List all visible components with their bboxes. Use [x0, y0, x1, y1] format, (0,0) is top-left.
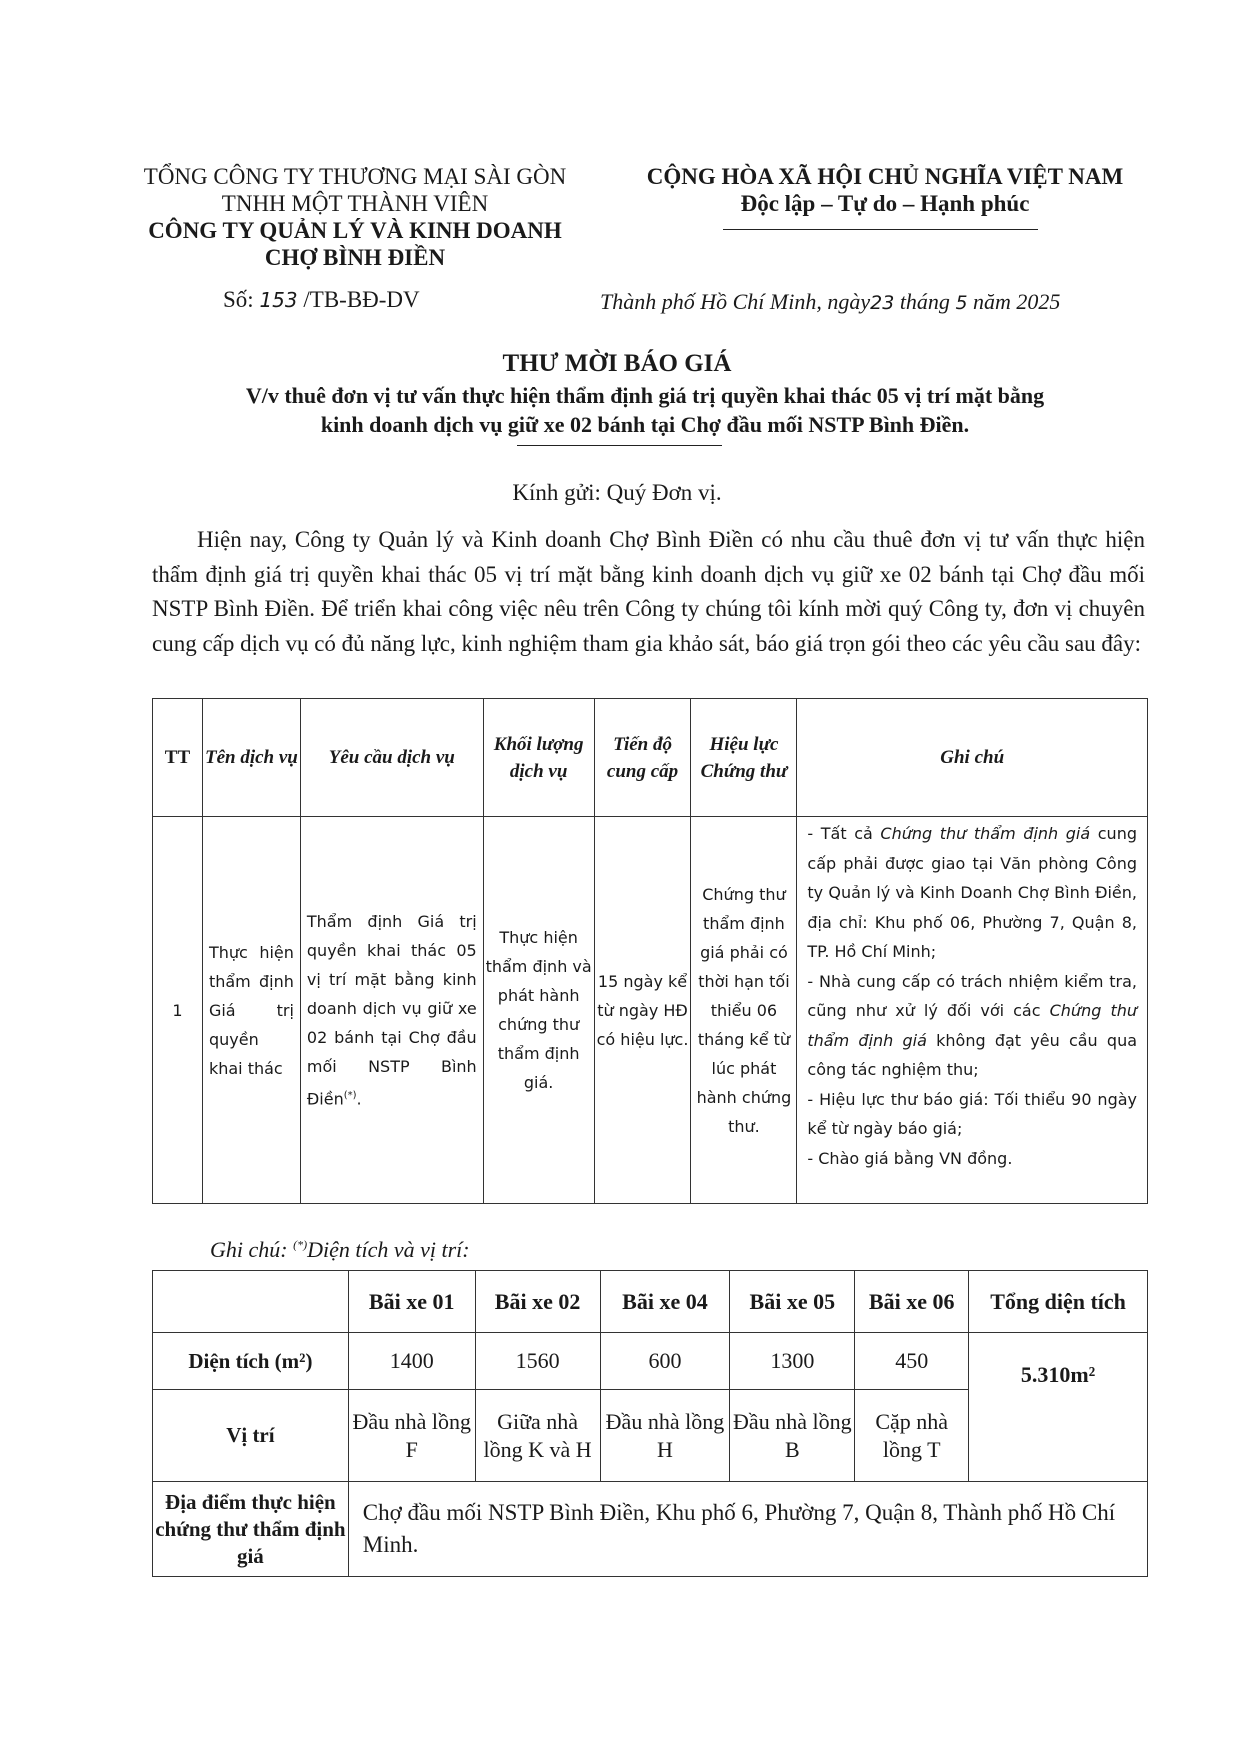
date-mid: tháng	[894, 289, 956, 314]
area-value: 600	[600, 1333, 730, 1390]
note-item	[807, 967, 1137, 1085]
col-header-schedule: Tiến độ cung cấp	[594, 699, 691, 817]
area-value: 1300	[730, 1333, 855, 1390]
area-value: 1560	[475, 1333, 600, 1390]
subject-line-1: V/v thuê đơn vị tư vấn thực hiện thẩm định giá trị quyền khai thác 05 vị trí mặt bằng	[245, 383, 1045, 408]
empty-corner-cell	[153, 1271, 349, 1333]
total-area-header: Tổng diện tích	[969, 1271, 1148, 1333]
area-table	[152, 1270, 1148, 1577]
lot-header: Bãi xe 01	[348, 1271, 475, 1333]
position-value: Đầu nhà lồng H	[600, 1390, 730, 1482]
national-header	[615, 163, 1155, 217]
table-row	[153, 817, 1148, 1204]
col-header-service-name: Tên dịch vụ	[202, 699, 300, 817]
motto: Độc lập – Tự do – Hạnh phúc	[740, 191, 1030, 216]
lot-header: Bãi xe 05	[730, 1271, 855, 1333]
issuer-line-3: CÔNG TY QUẢN LÝ VÀ KINH DOANH	[148, 218, 562, 243]
col-header-validity: Hiệu lực Chứng thư	[691, 699, 797, 817]
requirement-text: Thẩm định Giá trị quyền khai thác 05 vị trí mặt bằng kinh doanh dịch vụ giữ xe 02 bánh tại Chợ đầu mối NSTP Bình Điền	[306, 911, 477, 1109]
requirement-footnote-mark: (*)	[343, 1089, 357, 1101]
area-row-label: Diện tích (m²)	[153, 1333, 349, 1390]
cell-volume: Thực hiện thẩm định và phát hành chứng thư thẩm định giá.	[483, 817, 594, 1204]
cell-tt: 1	[153, 817, 203, 1204]
cell-notes	[797, 817, 1148, 1204]
note-2-italic: Chứng thư thẩm định giá	[807, 1001, 1137, 1050]
service-table	[152, 698, 1148, 1204]
position-value: Đầu nhà lồng B	[730, 1390, 855, 1482]
position-value: Giữa nhà lồng K và H	[475, 1390, 600, 1482]
note-1-b: cung cấp phải được giao tại Văn phòng Công ty Quản lý và Kinh Doanh Chợ Bình Điền, địa chỉ: Khu phố 06, Phường 7, Quận 8, TP. Hồ Chí Minh;	[807, 824, 1137, 961]
area-row	[153, 1333, 1148, 1390]
cell-service-name: Thực hiện thẩm định Giá trị quyền khai thác	[202, 817, 300, 1204]
subject-underline	[517, 445, 722, 446]
motto-underline	[723, 229, 1038, 230]
date-day: 23	[870, 292, 895, 314]
intro-text: Hiện nay, Công ty Quản lý và Kinh doanh Chợ Bình Điền có nhu cầu thuê đơn vị tư vấn thực hiện thẩm định giá trị quyền khai thác 05 vị trí mặt bằng kinh doanh dịch vụ giữ xe 02 bánh tại Chợ đầu mối NSTP Bình Điền. Để triển khai công việc nêu trên Công ty chúng tôi kính mời quý Công ty, đơn vị chuyên cung cấp dịch vụ có đủ năng lực, kinh nghiệm tham gia khảo sát, báo giá trọn gói theo các yêu cầu sau đây:	[152, 527, 1145, 656]
area-table-header	[153, 1271, 1148, 1333]
lot-header: Bãi xe 02	[475, 1271, 600, 1333]
lot-header: Bãi xe 06	[855, 1271, 969, 1333]
greeting: Kính gửi: Quý Đơn vị.	[512, 480, 722, 505]
lot-header: Bãi xe 04	[600, 1271, 730, 1333]
date-prefix: Thành phố Hồ Chí Minh, ngày	[600, 289, 871, 314]
col-header-requirement: Yêu cầu dịch vụ	[300, 699, 483, 817]
cell-schedule: 15 ngày kể từ ngày HĐ có hiệu lực.	[594, 817, 691, 1204]
note-item: - Chào giá bằng VN đồng.	[807, 1148, 1013, 1168]
subject-line-2: kinh doanh dịch vụ giữ xe 02 bánh tại Chợ đầu mối NSTP Bình Điền.	[320, 412, 970, 437]
position-value: Đầu nhà lồng F	[348, 1390, 475, 1482]
issuer-line-2: TNHH MỘT THÀNH VIÊN	[221, 191, 489, 216]
total-area-value: 5.310m²	[969, 1333, 1148, 1482]
note-2-b: không đạt yêu cầu qua công tác nghiệm thu;	[807, 1030, 1138, 1079]
area-value: 450	[855, 1333, 969, 1390]
service-table-header	[153, 699, 1148, 817]
ref-suffix: /TB-BĐ-DV	[297, 287, 420, 312]
requirement-end: .	[356, 1089, 362, 1109]
country-name: CỘNG HÒA XÃ HỘI CHỦ NGHĨA VIỆT NAM	[646, 164, 1124, 189]
col-header-notes: Ghi chú	[797, 699, 1148, 817]
subject	[150, 381, 1140, 439]
note-label-post: Diện tích và vị trí:	[307, 1237, 470, 1262]
issuer-line-1: TỔNG CÔNG TY THƯƠNG MẠI SÀI GÒN	[143, 164, 567, 189]
date-line	[600, 289, 1060, 315]
ref-prefix: Số:	[223, 287, 260, 312]
issuer-block	[95, 163, 615, 271]
date-month: 5	[955, 292, 968, 314]
area-value: 1400	[348, 1333, 475, 1390]
document-title: THƯ MỜI BÁO GIÁ	[502, 350, 732, 377]
intro-paragraph	[152, 523, 1145, 661]
note-1-a: - Tất cả	[807, 824, 881, 843]
note-2-a: - Nhà cung cấp có trách nhiệm kiểm tra, cũng như xử lý đối với các	[807, 971, 1137, 1020]
date-suffix: năm 2025	[967, 289, 1061, 314]
note-item: - Hiệu lực thư báo giá: Tối thiểu 90 ngày kể từ ngày báo giá;	[807, 1089, 1137, 1138]
issuer-line-4: CHỢ BÌNH ĐIỀN	[264, 245, 446, 270]
note-label-mark: (*)	[293, 1237, 308, 1252]
cell-requirement	[300, 817, 483, 1204]
reference-number	[223, 287, 420, 313]
cell-validity: Chứng thư thẩm định giá phải có thời hạn tối thiểu 06 tháng kể từ lúc phát hành chứng thư.	[691, 817, 797, 1204]
position-value: Cặp nhà lồng T	[855, 1390, 969, 1482]
col-header-volume: Khối lượng dịch vụ	[483, 699, 594, 817]
ref-handwritten-number: 153	[259, 288, 298, 312]
note-1-italic: Chứng thư thẩm định giá	[880, 824, 1091, 843]
col-header-tt: TT	[153, 699, 203, 817]
note-label-pre: Ghi chú:	[210, 1237, 294, 1262]
location-value: Chợ đầu mối NSTP Bình Điền, Khu phố 6, Phường 7, Quận 8, Thành phố Hồ Chí Minh.	[348, 1482, 1147, 1577]
note-item	[807, 819, 1137, 967]
location-row-label: Địa điểm thực hiện chứng thư thẩm định giá	[153, 1482, 349, 1577]
position-row-label: Vị trí	[153, 1390, 349, 1482]
area-note-label	[210, 1237, 470, 1263]
location-row	[153, 1482, 1148, 1577]
